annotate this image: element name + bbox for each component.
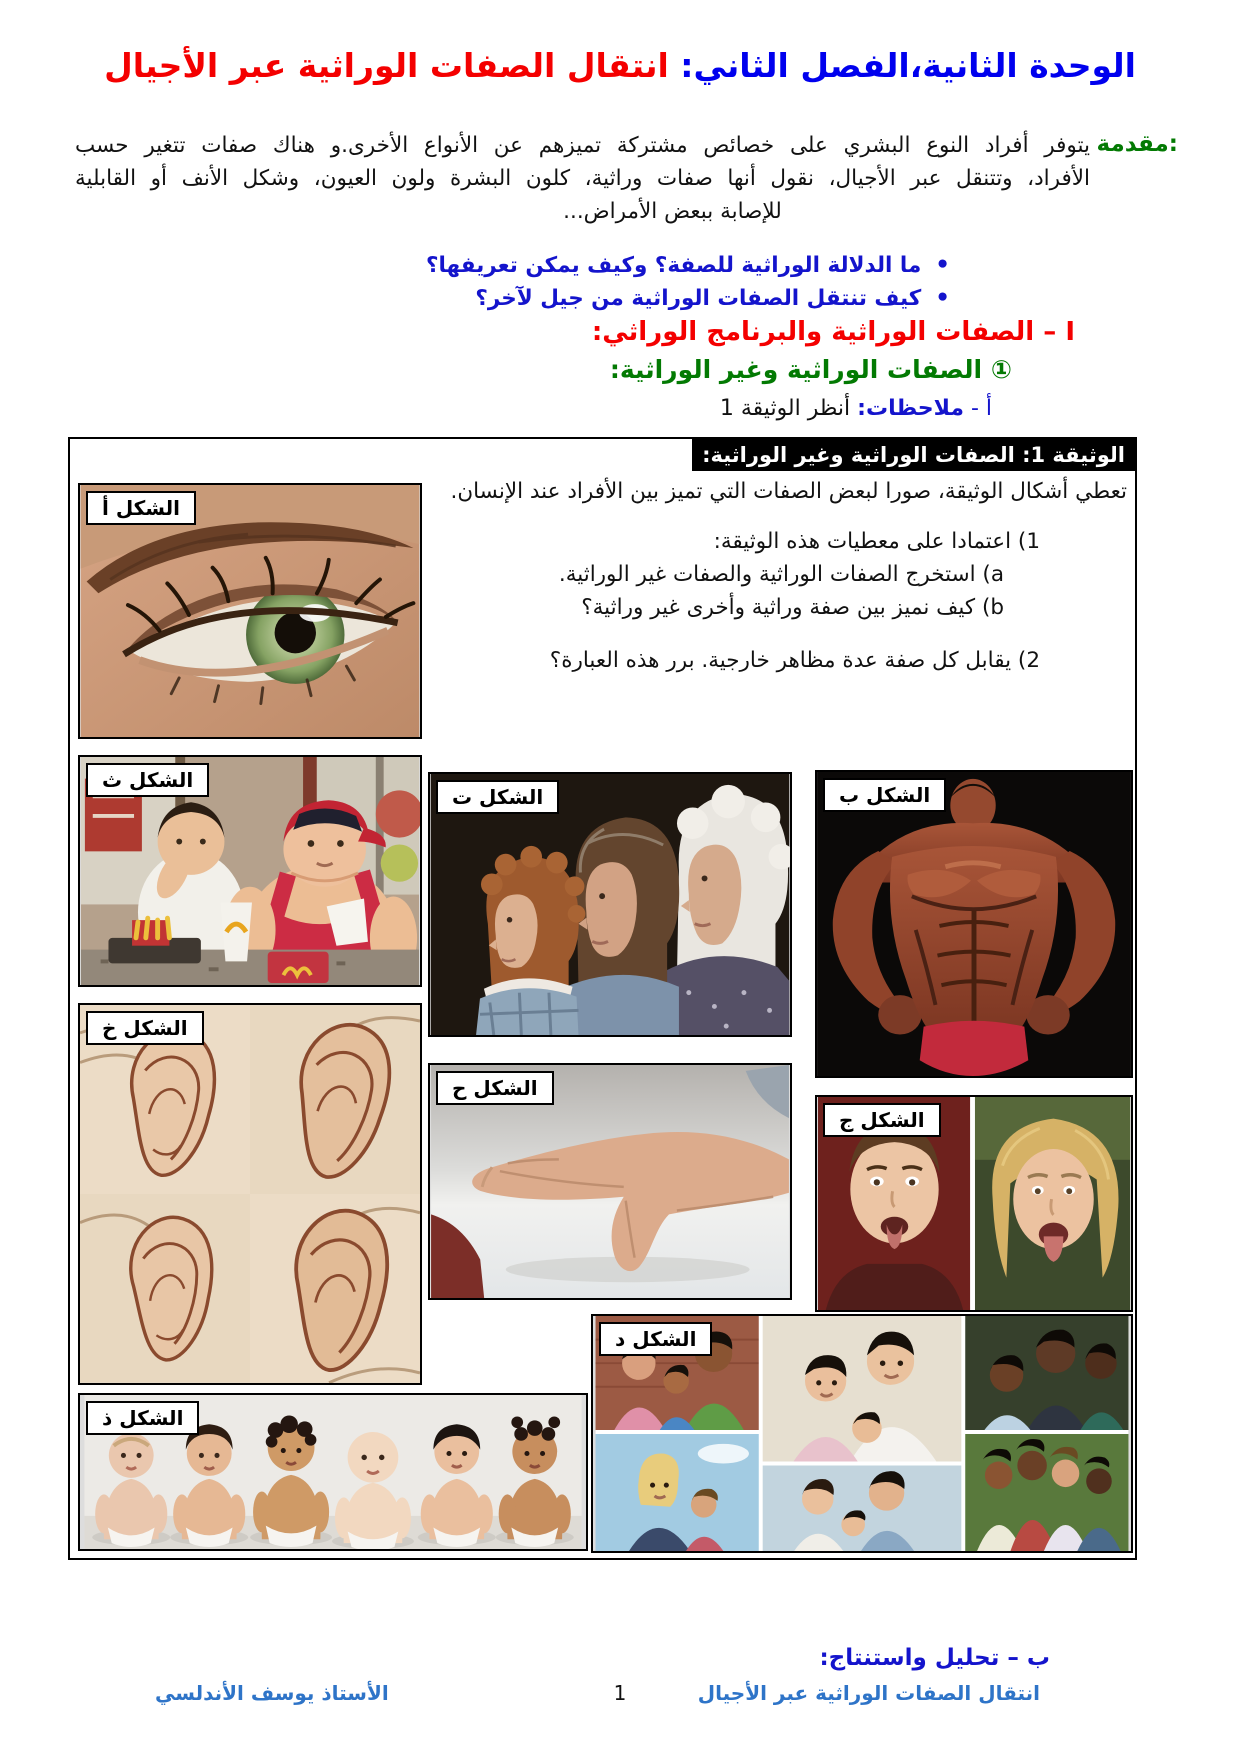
figure-children-label: الشكل ث [86,763,209,797]
figure-ears [78,1003,422,1385]
figure-bodybuilder [815,770,1133,1078]
figure-babies [78,1393,588,1551]
figure-ears-label: الشكل خ [86,1011,204,1045]
intro-heading: مقدمة: [1096,131,1178,157]
document-1-questions [550,525,1040,677]
observations-line [720,396,992,421]
footer-page-number: 1 [613,1681,627,1705]
analysis-heading: ب – تحليل واستنتاج: [819,1645,1050,1671]
question-1: 1) اعتمادا على معطيات هذه الوثيقة: [713,529,1040,554]
document-1-box [68,437,1137,1560]
ears-drawing-illustration [80,1005,420,1383]
intro-paragraph [75,129,1090,228]
lesson-title: انتقال الصفات الوراثية عبر الأجيال [104,46,669,85]
footer-teacher-name: الأستاذ يوسف الأندلسي [155,1681,389,1705]
figure-babies-label: الشكل ذ [86,1401,199,1435]
intro-line-1: يتوفر أفراد النوع البشري على خصائص مشتركة تميزهم عن الأنواع الأخرى.و هناك صفات تتغير حسب [75,133,1090,158]
observations-prefix: أ - [963,396,992,421]
intro-line-2: الأفراد، وتتنقل عبر الأجيال، نقول أنها صفات وراثية، كلون البشرة ولون العيون، وشكل الأنف أو القابلية [75,166,1090,191]
observations-text: أنظر الوثيقة 1 [719,396,858,421]
figure-tongue-rolling-label: الشكل ج [823,1103,941,1137]
figure-tongue-rolling [815,1095,1133,1312]
document-1-header: الوثيقة 1: الصفات الوراثية وغير الوراثية: [692,439,1135,471]
question-1a: a) استخرج الصفات الوراثية والصفات غير الوراثية. [558,562,1004,587]
figure-generations-label: الشكل ت [436,780,559,814]
figure-families [591,1314,1133,1553]
intro-line-3: للإصابة ببعض الأمراض... [563,199,782,224]
figure-eye-label: الشكل أ [86,491,196,525]
intro-question-1: • ما الدلالة الوراثية للصفة؟ وكيف يمكن تعريفها؟ [426,249,950,282]
section-1-subheading: ① الصفات الوراثية وغير الوراثية: [609,355,1012,384]
unit-chapter-title: الوحدة الثانية،الفصل الثاني: [668,46,1136,85]
question-2: 2) يقابل كل صفة عدة مظاهر خارجية. برر هذه العبارة؟ [549,648,1040,673]
figure-bodybuilder-label: الشكل ب [823,778,946,812]
footer-lesson-title: انتقال الصفات الوراثية عبر الأجيال [697,1681,1040,1705]
question-1b: b) كيف نميز بين صفة وراثية وأخرى غير وراثية؟ [581,595,1004,620]
figure-hand-label: الشكل ح [436,1071,554,1105]
intro-question-2: • كيف تنتقل الصفات الوراثية من جيل لآخر؟ [426,282,950,315]
figure-families-label: الشكل د [599,1322,712,1356]
figure-children [78,755,422,987]
page-title [0,46,1240,85]
figure-generations [428,772,792,1037]
section-1-heading: I – الصفات الوراثية والبرنامج الوراثي: [591,317,1075,347]
figure-eye [78,483,422,739]
document-1-description: تعطي أشكال الوثيقة، صورا لبعض الصفات التي تميز بين الأفراد عند الإنسان. [450,479,1127,504]
figure-hand [428,1063,792,1300]
intro-questions [426,249,950,315]
bodybuilder-photo-illustration [817,772,1131,1076]
observations-label: ملاحظات: [857,396,964,421]
